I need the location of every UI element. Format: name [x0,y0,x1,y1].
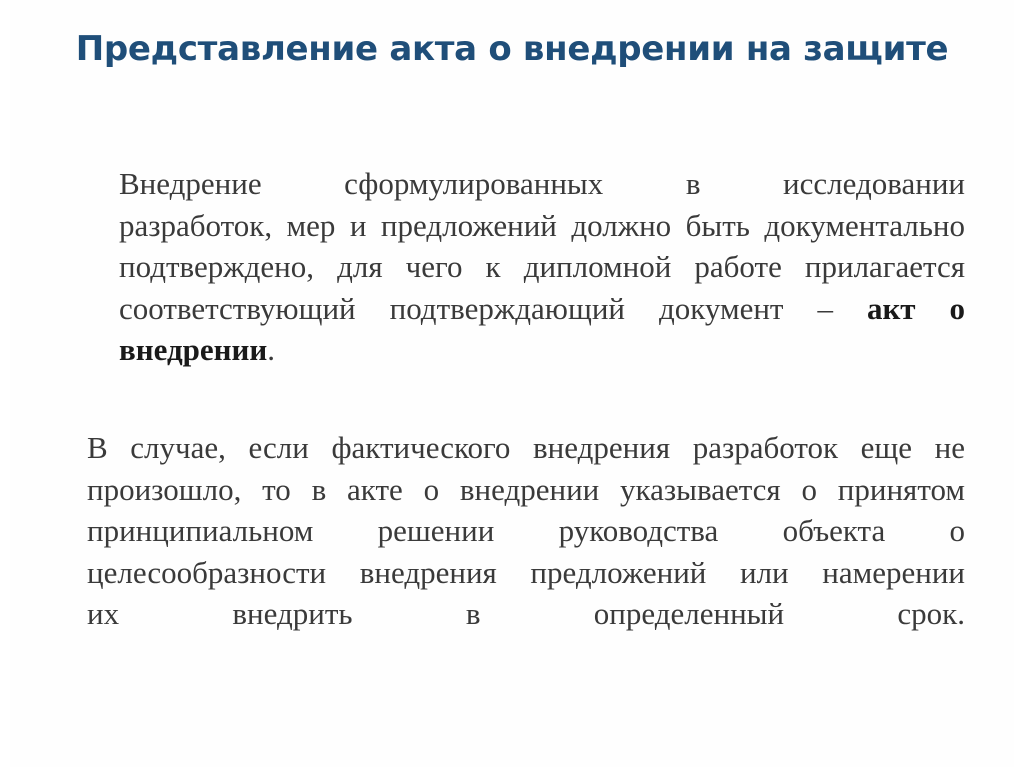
paragraph2-line-2: произошло, то в акте о внедрении указывается о принятом [87,471,965,507]
paragraph1-line-5 [69,329,965,371]
slide-background [10,0,1014,767]
paragraph1-line-4-text: соответствующий подтверждающий документ – [119,290,833,326]
bold-term-implementation: внедрении [119,332,268,367]
paragraph1-line-1: Внедрение сформулированных в исследовании [119,166,965,201]
paragraph-implementation [69,163,965,371]
bold-term-act: акт о [866,290,966,326]
slide-title: Представление акта о внедрении на защите [75,29,949,69]
paragraph2-line-3: принципиальном решении руководства объекта о [87,513,965,548]
paragraph2-line-1: В случае, если фактического внедрения разработок еще не [87,430,965,465]
paragraph1-ending: . [267,332,275,367]
paragraph-if-not-implemented [69,427,965,635]
paragraph1-line-2: разработок, мер и предложений должно быть документально [119,207,965,243]
paragraph1-line-3: подтверждено, для чего к дипломной работе прилагается [119,249,965,284]
paragraph2-line-5: их внедрить в определенный срок. [87,596,965,631]
paragraph2-line-4: целесообразности внедрения предложений или намерении [87,554,965,590]
paragraph1-line-4 [69,288,965,330]
